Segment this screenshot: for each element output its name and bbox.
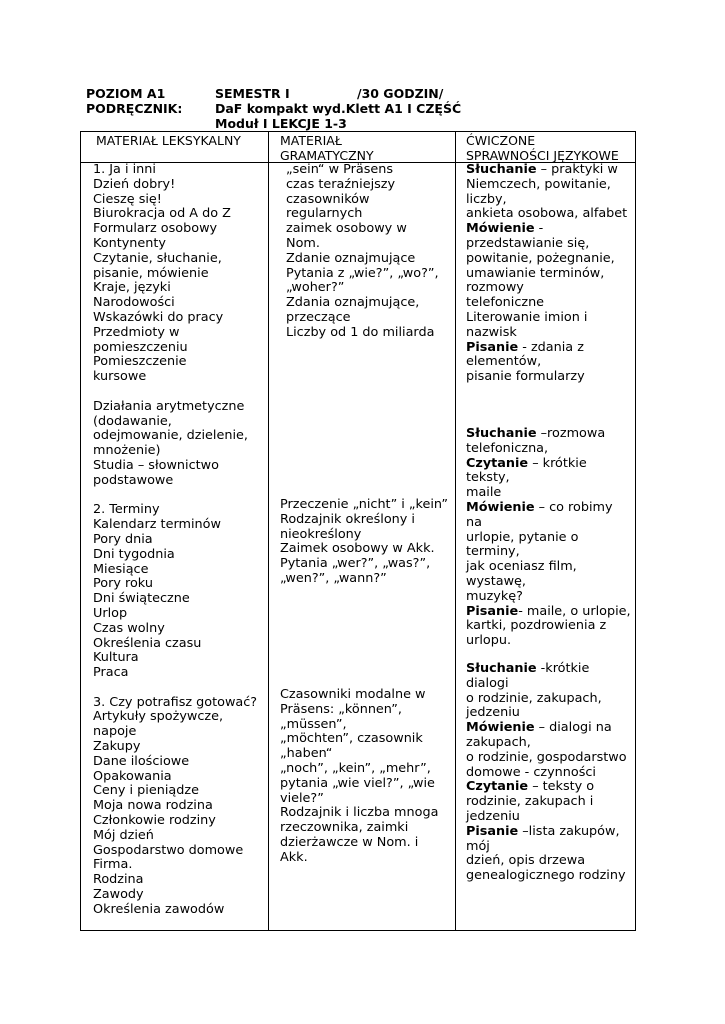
skill-type-label: Pisanie [466,339,519,355]
grammar-item: Rodzajnik określony i [280,511,415,527]
skill-description: o rodzinie, gospodarstwo [466,749,627,765]
grammar-item: rzeczownika, zaimki [280,820,409,836]
skill-type-label: Słuchanie [466,162,537,177]
skill-type-label: Pisanie [466,603,519,619]
lexical-item: Opakowania [93,768,172,784]
skill-description: muzykę? [466,588,523,604]
skill-description: ankieta osobowa, alfabet [466,206,628,222]
skill-description: – krótkie [528,455,587,471]
skill-description: przedstawianie się, [466,235,590,251]
lexical-item: Wskazówki do pracy [93,309,224,325]
column-header-grammar [280,133,374,163]
lexical-item: Członkowie rodziny [93,813,216,829]
grammar-item: czasowników [286,191,370,207]
skill-description: terminy, [466,544,520,560]
column-header-skills [466,133,619,163]
skill-description: jedzeniu [466,808,520,824]
curriculum-table [80,131,636,931]
lexical-item: Zawody [93,887,144,903]
column-header-grammar-line1: MATERIAŁ [280,133,342,148]
skill-description: o rodzinie, zakupach, [466,690,602,706]
skill-line [466,326,627,341]
lexical-item: Czas wolny [93,620,165,636]
skill-line [466,427,631,442]
lexical-item: Studia – słownictwo [93,457,219,473]
skills-block-3 [466,662,627,884]
lexical-item: Artykuły spożywcze, [93,709,224,725]
skill-line [466,619,631,634]
skill-description: teksty, [466,470,510,486]
skill-line [466,721,627,736]
lexical-item: Moja nowa rodzina [93,798,213,814]
skill-description: Literowanie imion i [466,309,588,325]
skills-block-1 [466,163,627,385]
column-divider [455,132,456,930]
textbook-title: DaF kompakt wyd.Klett A1 I CZĘŚĆ [215,101,462,116]
grammar-item: Nom. [286,235,320,251]
grammar-item: „noch”, „kein”, „mehr”, [280,760,431,776]
skill-description: rozmowy [466,280,524,296]
skill-description: nazwisk [466,324,517,340]
skill-line [466,677,627,692]
lexical-item: Kontynenty [93,235,166,251]
skill-description: –rozmowa [536,426,606,441]
skill-description: - [534,221,544,237]
lexical-item [93,489,257,504]
column-header-lexical: MATERIAŁ LEKSYKALNY [96,133,241,148]
grammar-item: Czasowniki modalne w [280,687,426,702]
lexical-item: Dzień dobry! [93,176,176,192]
grammar-item: Zaimek osobowy w Akk. [280,541,435,557]
lexical-item: Cieszę się! [93,191,162,207]
grammar-item: „sein“ w Präsens [286,162,394,177]
lexical-item: Formularz osobowy [93,221,218,237]
skill-description: telefoniczne [466,295,545,311]
skill-line [466,869,627,884]
skill-type-label: Czytanie [466,455,529,471]
column-header-grammar-line2: GRAMATYCZNY [280,148,374,163]
grammar-block-2 [280,498,448,587]
skill-line [466,370,627,385]
lexical-item: odejmowanie, dzielenie, [93,428,248,444]
skill-type-label: Mówienie [466,221,535,237]
lexical-item: Urlop [93,605,128,621]
lexical-item: Przedmioty w [93,324,180,340]
skill-line [466,252,627,267]
skill-description: -krótkie [536,661,590,676]
lexical-item: Dane ilościowe [93,753,190,769]
lexical-item: napoje [93,724,137,740]
hours-label: /30 GODZIN/ [357,86,444,101]
lexical-item: Pomieszczenie [93,354,187,370]
skill-description: - maile, o urlopie, [518,603,631,619]
skill-line [466,178,627,193]
lexical-item: Określenia czasu [93,635,202,651]
skill-line [466,605,631,620]
skill-line [466,237,627,252]
skill-type-label: Pisanie [466,823,519,839]
lexical-item: Pory roku [93,576,153,592]
skill-line [466,501,631,516]
lexical-item: Ceny i pieniądze [93,783,199,799]
lexical-item: Kultura [93,650,139,666]
skill-line [466,736,627,751]
skill-type-label: Mówienie [466,499,535,515]
grammar-item: regularnych [286,206,363,222]
lexical-item: Kalendarz terminów [93,517,221,533]
skill-line [466,442,631,457]
skill-description: powitanie, pożegnanie, [466,250,615,266]
skill-line [466,706,627,721]
textbook-label: PODRĘCZNIK: [86,101,183,116]
lexical-item: 3. Czy potrafisz gotować? [93,694,258,710]
grammar-item: Präsens: „können”, [280,701,402,717]
lexical-item: Firma. [93,857,133,873]
skill-description: –lista zakupów, [518,823,620,839]
lexical-item: Rodzina [93,872,144,888]
skill-line [466,222,627,237]
grammar-item: Przeczenie „nicht” i „kein” [280,497,448,512]
grammar-item: Liczby od 1 do miliarda [286,324,435,340]
skill-line [466,311,627,326]
grammar-item: Zdania oznajmujące, [286,295,420,311]
skill-line [466,766,627,781]
grammar-item: „wen?”, „wann?” [280,570,387,586]
skill-line [466,810,627,825]
grammar-item: przeczące [286,309,351,325]
lexical-item: Narodowości [93,295,175,311]
skill-description: – praktyki w [536,162,618,177]
skill-line [466,692,627,707]
skill-description: umawianie terminów, [466,265,605,281]
grammar-item: dzierżawcze w Nom. i [280,834,419,850]
lexical-item: Pory dnia [93,531,153,547]
skill-line [466,457,631,472]
grammar-block-3 [280,688,438,866]
skill-line [466,840,627,855]
skills-block-2 [466,427,631,649]
lexical-item: kursowe [93,369,147,385]
skill-line [466,795,627,810]
lexical-item: Biurokracja od A do Z [93,206,231,222]
skill-type-label: Mówienie [466,720,535,736]
grammar-item: „haben“ [280,746,333,762]
skill-description: liczby, [466,191,507,207]
lexical-item: Kraje, języki [93,280,171,296]
skill-line [466,854,627,869]
skill-line [466,780,627,795]
grammar-block-1 [286,163,439,341]
module-label: Moduł I LEKCJE 1-3 [215,116,347,131]
column-header-skills-line1: ĆWICZONE [466,133,536,148]
grammar-item: czas teraźniejszy [286,176,396,192]
lexical-material-cell [93,163,257,918]
skill-type-label: Słuchanie [466,661,537,676]
skill-line [466,751,627,766]
skill-description: zakupach, [466,734,531,750]
skill-description: - zdania z [518,339,584,355]
level-label: POZIOM A1 [86,86,166,101]
skill-line [466,471,631,486]
lexical-item: podstawowe [93,472,174,488]
grammar-item: nieokreślony [280,526,362,542]
lexical-item: Określenia zawodów [93,901,225,917]
skill-description: dzień, opis drzewa [466,853,586,869]
lexical-item: Zakupy [93,739,141,755]
skill-line [466,355,627,370]
skill-description: jak oceniasz film, [466,559,577,575]
skill-description: – dialogi na [534,720,612,736]
lexical-item: Działania arytmetyczne [93,398,245,414]
skill-description: na [466,514,482,530]
skill-description: kartki, pozdrowienia z [466,618,607,634]
skill-line [466,662,627,677]
skill-line [466,545,631,560]
lexical-item: Miesiące [93,561,149,577]
skill-description: elementów, [466,354,542,370]
lexical-item: pomieszczeniu [93,339,188,355]
column-header-skills-line2: SPRAWNOŚCI JĘZYKOWE [466,148,619,163]
lexical-item: Dni tygodnia [93,546,175,562]
grammar-item: Zdanie oznajmujące [286,250,416,266]
semester-label: SEMESTR I [215,86,290,101]
grammar-item: Pytania „wer?”, „was?”, [280,556,431,572]
column-divider [268,132,269,930]
lexical-item: Gospodarstwo domowe [93,842,244,858]
lexical-item: 2. Terminy [93,502,160,518]
grammar-item: viele?” [280,790,324,806]
skill-line [466,486,631,501]
skill-line [466,575,631,590]
lexical-item: pisanie, mówienie [93,265,209,281]
lexical-item [93,385,257,400]
skill-type-label: Czytanie [466,779,529,795]
skill-description: urlopu. [466,633,512,649]
lexical-item: (dodawanie, [93,413,172,429]
grammar-item: Pytania z „wie?”, „wo?”, [286,265,439,281]
skill-line [466,560,631,575]
skill-description: telefoniczna, [466,440,549,456]
lexical-item: Mój dzień [93,827,154,843]
skill-line [466,531,631,546]
grammar-item: zaimek osobowy w [286,221,407,237]
grammar-item: „woher?” [286,280,345,296]
skill-description: wystawę, [466,573,526,589]
skill-description: – teksty o [528,779,595,795]
grammar-item: „müssen”, [280,716,347,732]
skill-description: dialogi [466,675,509,691]
skill-description: Niemczech, powitanie, [466,176,611,192]
grammar-item: „möchten”, czasownik [280,731,423,747]
skill-line [466,207,627,222]
skill-description: domowe - czynności [466,764,596,780]
skill-description: rodzinie, zakupach i [466,794,594,810]
skill-description: urlopie, pytanie o [466,529,579,545]
lexical-item: Praca [93,665,129,681]
skill-line [466,193,627,208]
skill-description: maile [466,485,502,501]
skill-type-label: Słuchanie [466,426,537,441]
skill-line [466,516,631,531]
skill-description: jedzeniu [466,705,520,721]
skill-line [466,341,627,356]
skill-description: genealogicznego rodziny [466,868,626,884]
lexical-item: Czytanie, słuchanie, [93,250,222,266]
grammar-item: Rodzajnik i liczba mnoga [280,805,439,821]
lexical-item: 1. Ja i inni [93,162,156,177]
lexical-item [93,681,257,696]
skill-description: – co robimy [534,499,613,515]
skill-line [466,281,627,296]
skill-line [466,590,631,605]
lexical-item: Dni świąteczne [93,591,190,607]
grammar-item: pytania „wie viel?”, „wie [280,775,435,791]
skill-line [466,634,631,649]
skill-description: mój [466,838,490,854]
lexical-item: mnożenie) [93,443,161,459]
skill-line [466,163,627,178]
skill-line [466,825,627,840]
skill-line [466,267,627,282]
skill-line [466,296,627,311]
grammar-item: Akk. [280,849,308,865]
skill-description: pisanie formularzy [466,369,585,385]
